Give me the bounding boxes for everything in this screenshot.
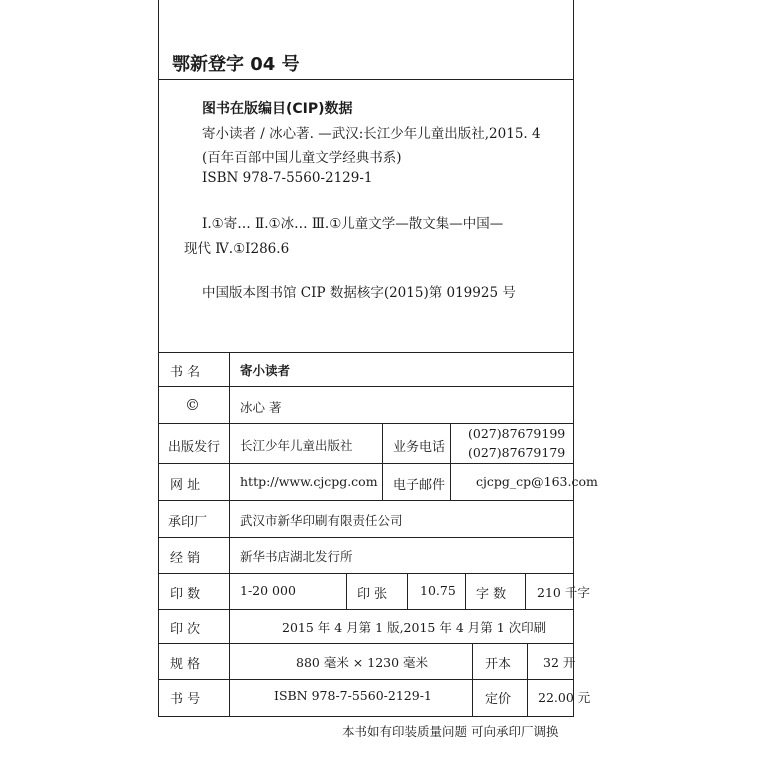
cip-heading: 图书在版编目(CIP)数据 <box>202 101 353 117</box>
title-value: 寄小读者 <box>240 363 291 378</box>
table-row-divider <box>158 679 573 680</box>
email-value: cjcpg_cp@163.com <box>476 474 598 489</box>
label-column-divider <box>229 352 230 716</box>
book-number-value: ISBN 978-7-5560-2129-1 <box>274 688 432 703</box>
price-value: 22.00 元 <box>538 690 591 705</box>
publisher-label: 出版发行 <box>168 440 221 455</box>
word-count-label: 字 数 <box>476 587 507 602</box>
website-value: http://www.cjcpg.com <box>240 474 378 489</box>
footer-note: 本书如有印装质量问题 可向承印厂调换 <box>342 724 559 739</box>
title-label: 书 名 <box>170 365 201 380</box>
cip-series-line: (百年百部中国儿童文学经典书系) <box>202 150 402 166</box>
column-divider <box>527 643 528 716</box>
format-value: 32 开 <box>543 655 576 670</box>
column-divider <box>346 573 347 609</box>
table-row-divider <box>158 386 573 387</box>
cip-data-number: 中国版本图书馆 CIP 数据核字(2015)第 019925 号 <box>202 285 516 301</box>
format-label: 开本 <box>485 657 512 672</box>
column-divider <box>525 573 526 609</box>
print-run-value: 1-20 000 <box>240 583 296 598</box>
printer-value: 武汉市新华印刷有限责任公司 <box>240 513 403 528</box>
distributor-value: 新华书店湖北发行所 <box>240 549 353 564</box>
table-row-divider <box>158 573 573 574</box>
phone-label: 业务电话 <box>393 440 446 455</box>
column-divider <box>472 643 473 716</box>
table-top-border <box>158 352 573 353</box>
spec-label: 规 格 <box>170 657 201 672</box>
print-run-label: 印 数 <box>170 587 201 602</box>
author-value: 冰心 著 <box>240 400 282 415</box>
table-row-divider <box>158 537 573 538</box>
book-number-label: 书 号 <box>170 692 201 707</box>
table-row-divider <box>158 643 573 644</box>
phone-number-1: (027)87679199 <box>468 426 566 441</box>
table-row-divider <box>158 609 573 610</box>
email-label: 电子邮件 <box>393 478 446 493</box>
column-divider <box>450 423 451 500</box>
registration-number: 鄂新登字 04 号 <box>172 54 300 75</box>
word-count-value: 210 千字 <box>537 585 590 600</box>
table-row-divider <box>158 423 573 424</box>
cip-classification-line2: 现代 Ⅳ.①I286.6 <box>184 241 290 257</box>
edition-label: 印 次 <box>170 622 201 637</box>
distributor-label: 经 销 <box>170 551 201 566</box>
column-divider <box>382 423 383 500</box>
column-divider <box>465 573 466 609</box>
copyright-symbol: © <box>185 396 200 414</box>
printer-label: 承印厂 <box>168 515 208 530</box>
spec-value: 880 毫米 × 1230 毫米 <box>296 655 429 670</box>
table-row-divider <box>158 500 573 501</box>
cip-classification-line1: Ⅰ.①寄… Ⅱ.①冰… Ⅲ.①儿童文学—散文集—中国— <box>202 216 504 232</box>
cip-bibliographic-line: 寄小读者 / 冰心著. —武汉:长江少年儿童出版社,2015. 4 <box>202 126 541 142</box>
cip-isbn: ISBN 978-7-5560-2129-1 <box>202 170 373 186</box>
price-label: 定价 <box>485 692 512 707</box>
edition-value: 2015 年 4 月第 1 版,2015 年 4 月第 1 次印刷 <box>282 620 547 635</box>
publisher-value: 长江少年儿童出版社 <box>240 438 353 453</box>
phone-number-2: (027)87679179 <box>468 445 566 460</box>
website-label: 网 址 <box>170 478 201 493</box>
column-divider <box>407 573 408 609</box>
sheets-value: 10.75 <box>420 583 456 598</box>
header-divider <box>158 79 573 80</box>
table-row-divider <box>158 463 573 464</box>
sheets-label: 印 张 <box>357 587 388 602</box>
